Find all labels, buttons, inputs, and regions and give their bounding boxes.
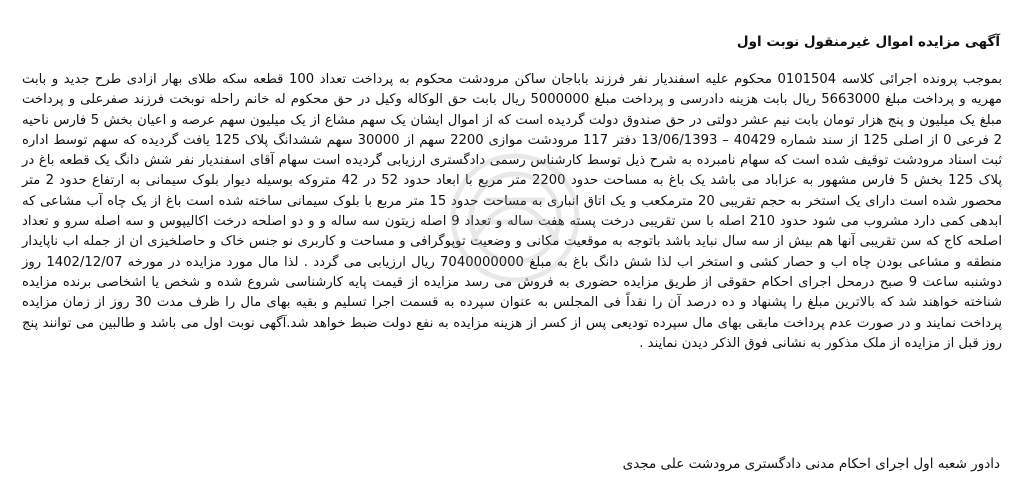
document-body: بموجب پرونده اجرائی کلاسه 0101504 محکوم علیه اسفندیار نفر فرزند باباجان ساکن مرودشت محکوم به پرداخت تعداد 100 قطعه سکه طلای بهار ازادی طرح جدید و بابت مهریه و پرداخت مبلغ 5663000 ریال بابت هزینه دادرسی و پرداخت مبلغ 5000000 ریال بابت حق الوکاله وکیل در حق محکوم له خانم راحله نوبخت فرزند صفرعلی و پرداخت مبلغ یک میلیون و پنج هزار تومان بابت نیم عشر دولتی در حق صندوق دولت گردیده است که از اموال ایشان یک سهم مشاع از یک میلیون سهم عرصه و اعیان بخش 5 فارس ناحیه 2 فرعی 0 از اصلی 125 از سند شماره 40429 – 13/06/1393 دفتر 117 مرودشت موازی 2200 سهم از 30000 سهم ششدانگ پلاک 125 یافت گردیده که سهم توسط اداره ثبت اسناد مرودشت توقیف شده است که سهام نامبرده به شرح ذیل توسط کارشناس رسمی دادگستری ارزیابی گردیده است سهام آقای اسفندیار نفر شش دانگ یک قطعه باغ در پلاک 125 بخش 5 فارس مشهور به عزاباد می باشد یک باغ به مساحت حدود 2200 متر مربع با ابعاد حدود 52 در 42 متروکه بوسیله دیوار بلوک سیمانی به ارتفاع حدود 2 متر محصور شده است دارای یک استخر به حجم تقریبی 20 مترمکعب و یک اتاق انباری به مساحت حدود 15 متر مربع با بلوک سیمانی ساخته شده است باغ از یک چاه آب مشاعی که ابدهی کمی دارد مشروب می شود حدود 210 اصله با سن تقریبی درخت پسته هفت ساله و تعداد 9 اصله زیتون سه ساله و و دو اصلحه درخت اکالیپوس و سه اصله سرو و تعداد اصلحه کاج که سن تقریبی آنها هم بیش از سه سال نباید باشد باتوجه به موقعیت مکانی و وضعیت توپوگرافی و مساحت و کاربری نو جنس خاک و حاصلخیزی ان از جمله اب ناپایدار منطقه و مشاعی بودن چاه اب و حصار کشی و استخر اب لذا شش دانگ باغ به مبلغ 7040000000 ریال ارزیابی می گردد . لذا مال مورد مزایده در مورخه 1402/12/07 روز دوشنبه ساعت 9 صبح درمحل اجرای احکام حقوقی از طریق مزایده حضوری به فروش می رسد مزایده از قیمت پایه کارشناسی شروع شده و شخص یا اشخاصی برنده مزایده شناخته خواهند شد که بالاترین مبلغ را پشنهاد و ده درصد آن را نقداً فی المجلس به عنوان سپرده به قسمت اجرا تسلیم و بقیه بهای مال را ظرف مدت 30 روز از زمان مزایده پرداخت نمایند و در صورت عدم پرداخت مابقی بهای مال سپرده تودیعی پس از کسر از هزینه مزایده به نفع دولت ضبط خواهد شد.آگهی نوبت اول می باشد و طالبین می توانند پنج روز قبل از مزایده از ملک مذکور به نشانی فوق الذکر دیدن نمایند . <box>22 72 1003 351</box>
document-signature: دادور شعبه اول اجرای احکام مدنی دادگستری مرودشت علی مجدی <box>622 456 1000 472</box>
document-title: آگهی مزایده اموال غیرمنقول نوبت اول <box>736 34 1000 50</box>
